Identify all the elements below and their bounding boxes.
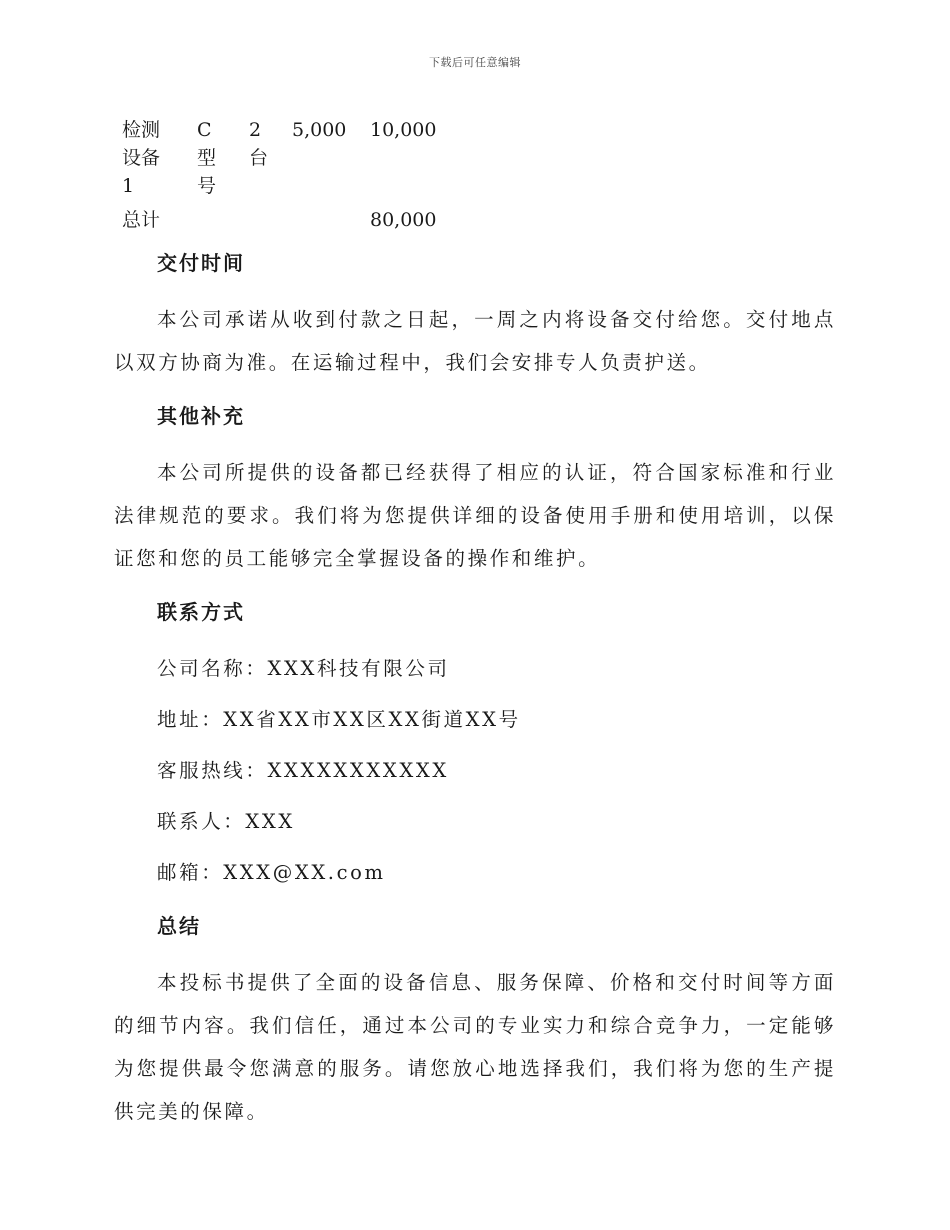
- contact-heading: 联系方式: [157, 600, 245, 624]
- contact-hotline: 客服热线：XXXXXXXXXXX: [157, 759, 449, 782]
- delivery-section: [114, 246, 836, 384]
- item-name-cell: 检测设备1: [122, 119, 161, 197]
- other-paragraph: 本公司所提供的设备都已经获得了相应的认证，符合国家标准和行业法律规范的要求。我们将为您提供详细的设备使用手册和使用培训，以保证您和您的员工能够完全掌握设备的操作和维护。: [114, 461, 836, 570]
- other-heading: 其他补充: [157, 404, 245, 428]
- document-body: [114, 246, 836, 1148]
- summary-section: [114, 909, 836, 1133]
- page-header: 下载后可任意编辑: [429, 56, 521, 69]
- item-model-cell: C型号: [197, 119, 217, 197]
- other-section: [114, 399, 836, 580]
- delivery-heading: 交付时间: [157, 251, 245, 275]
- contact-address: 地址：XX省XX市XX区XX街道XX号: [157, 708, 521, 731]
- total-label-cell: 总计: [122, 209, 161, 231]
- delivery-paragraph: 本公司承诺从收到付款之日起，一周之内将设备交付给您。交付地点以双方协商为准。在运输过程中，我们会安排专人负责护送。: [114, 308, 836, 374]
- item-unit-price-cell: 5,000: [292, 119, 347, 141]
- summary-heading: 总结: [157, 914, 201, 938]
- contact-email: 邮箱：XXX@XX.com: [157, 861, 386, 884]
- item-amount-cell: 10,000: [370, 119, 437, 141]
- total-amount-cell: 80,000: [370, 209, 437, 231]
- item-qty-cell: 2台: [249, 119, 269, 169]
- summary-paragraph: 本投标书提供了全面的设备信息、服务保障、价格和交付时间等方面的细节内容。我们信任，通过本公司的专业实力和综合竞争力，一定能够为您提供最令您满意的服务。请您放心地选择我们，我们将为您的生产提供完美的保障。: [114, 971, 836, 1123]
- contact-person: 联系人：XXX: [157, 810, 295, 833]
- contact-section: [114, 595, 836, 894]
- contact-company: 公司名称：XXX科技有限公司: [157, 657, 450, 680]
